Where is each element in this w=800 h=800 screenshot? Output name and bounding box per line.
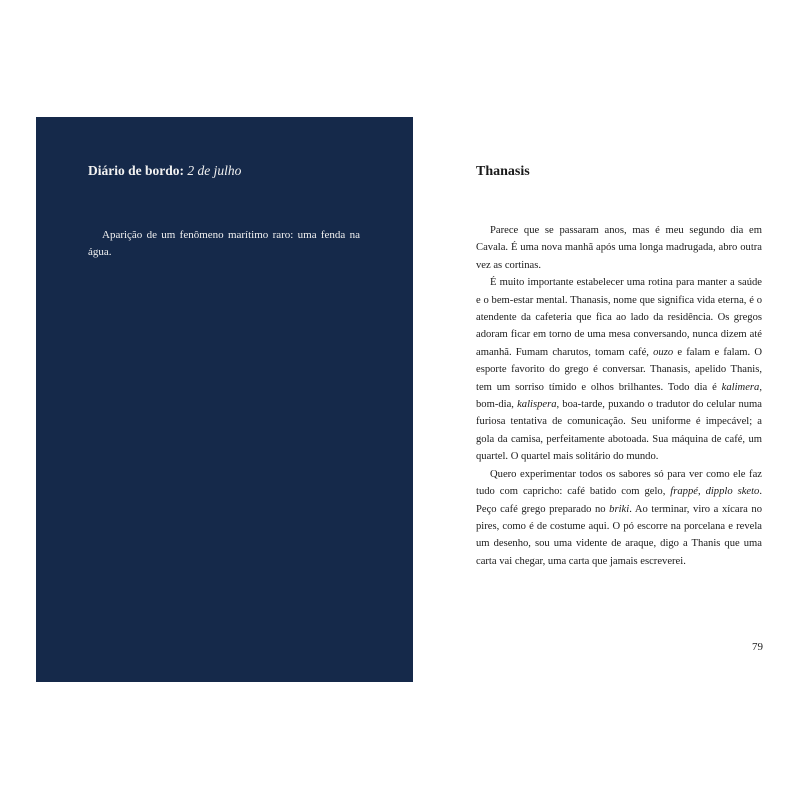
text-run: Parece que se passaram anos, mas é meu segundo dia em Cavala. É uma nova manhã após uma longa madrugada, abro outra vez as cortinas. [476, 225, 762, 271]
body-paragraph [476, 222, 762, 274]
text-run: , [697, 486, 706, 498]
italic-term: kalimera [721, 381, 760, 393]
chapter-body [476, 222, 762, 570]
text-run: e falam e falam. O esporte favorito do grego é conversar. Thanasis, apelido Thanis, tem um sorriso tímido e olhos brilhantes. Todo dia é [476, 346, 762, 393]
log-title-date: 2 de julho [187, 163, 242, 178]
italic-term: kalispera [517, 399, 557, 411]
body-paragraph [476, 466, 762, 570]
log-title-prefix: Diário de bordo: [88, 163, 188, 178]
text-run: , bom-dia, [476, 381, 762, 411]
text-run: , boa-tarde, puxando o tradutor do celular numa furiosa tentativa de comunicação. Seu uniforme é impecável; a gola da camisa, perfeitamente abotoada. Sua máquina de café, um quartel. O quartel mais solitário do mundo. [476, 399, 763, 463]
body-paragraph [476, 274, 762, 465]
italic-term: briki [609, 503, 630, 515]
log-entry [88, 227, 360, 261]
text-run: É muito importante estabelecer uma rotina para manter a saúde e o bem-estar mental. Thanasis, nome que significa vida eterna, é o atendente da cafeteria que fica ao lado da residência. Os gregos adoram ficar em torno de uma mesa conversando, nunca dizem até amanhã. Fumam charutos, tomam café, [476, 277, 762, 358]
italic-term: ouzo [653, 346, 674, 358]
italic-term: dipplo sketo [705, 486, 760, 498]
chapter-title: Thanasis [476, 164, 530, 179]
text-run: . Peço café grego preparado no [476, 486, 762, 515]
left-page [36, 117, 413, 682]
log-title [88, 163, 241, 179]
log-entry-paragraph: Aparição de um fenômeno marítimo raro: uma fenda na água. [88, 229, 360, 258]
text-run: Quero experimentar todos os sabores só para ver como ele faz tudo com capricho: café batido com gelo, [476, 468, 762, 498]
page-number: 79 [752, 641, 763, 653]
text-run: . Ao terminar, viro a xícara no pires, como é de costume aqui. O pó escorre na porcelana e revela um desenho, sou uma vidente de araque, digo a Thanis que uma carta vai chegar, uma carta que jamais escreverei. [476, 503, 762, 567]
italic-term: frappé [670, 486, 698, 498]
